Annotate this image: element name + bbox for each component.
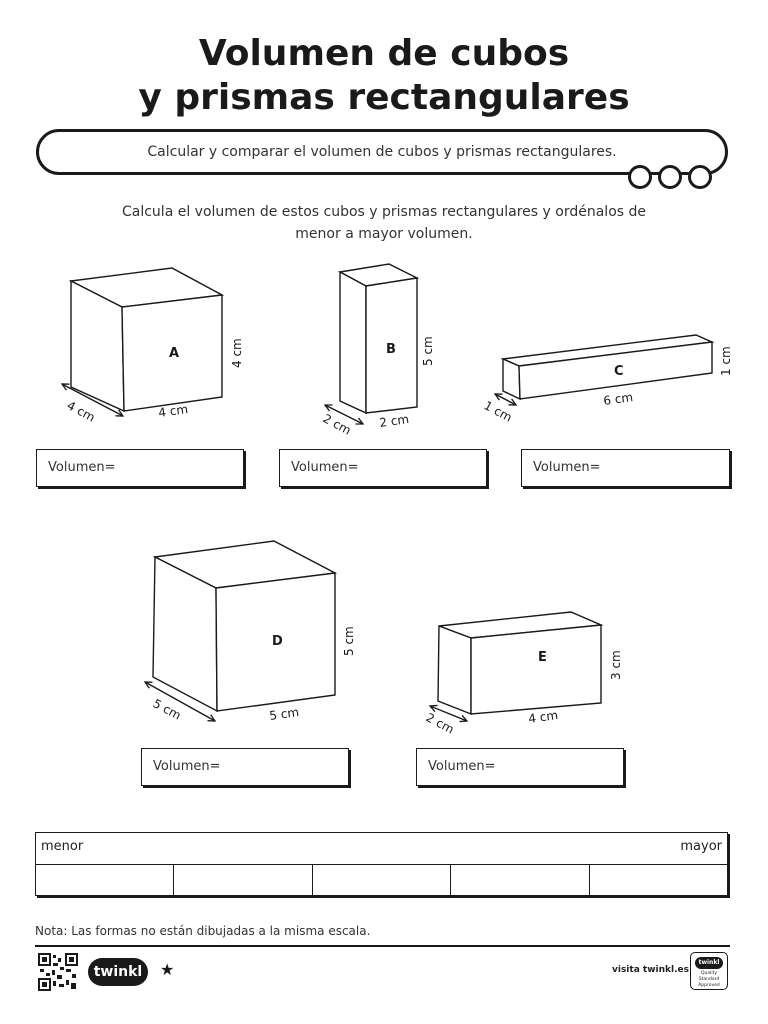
quality-badge-icon (690, 952, 728, 990)
volume-field-e[interactable] (416, 748, 624, 786)
volume-field-d[interactable] (141, 748, 349, 786)
shape-c-height-label: 1 cm (719, 346, 733, 376)
title-line-2: y prismas rectangulares (138, 77, 630, 118)
instructions-line-1: Calcula el volumen de estos cubos y prismas rectangulares y ordénalos de (121, 204, 646, 220)
shape-e-height-label: 3 cm (609, 650, 623, 680)
order-min-label: menor (41, 839, 84, 854)
ordering-header (36, 833, 727, 865)
shape-a-label: A (169, 346, 180, 361)
volume-field-a[interactable] (36, 449, 244, 487)
shape-d-cube (145, 541, 356, 723)
shape-a-cube (62, 268, 244, 425)
shape-b-label: B (386, 342, 396, 357)
shape-a-depth-label: 4 cm (64, 398, 98, 425)
shape-e-label: E (538, 650, 547, 665)
shape-e-width-label: 4 cm (527, 707, 559, 726)
order-max-label: mayor (680, 839, 722, 854)
star-icon: ★ (160, 960, 175, 979)
shape-d-depth-label: 5 cm (150, 696, 184, 723)
qr-code-icon (38, 953, 78, 991)
order-cell[interactable] (313, 865, 451, 895)
twinkl-logo: twinkl (88, 958, 148, 986)
shape-c-prism (482, 335, 733, 425)
shape-d-width-label: 5 cm (268, 704, 300, 723)
order-cell[interactable] (36, 865, 174, 895)
footer-divider (35, 945, 730, 947)
shape-c-depth-label: 1 cm (481, 398, 515, 425)
volume-field-b[interactable] (279, 449, 487, 487)
objective-text: Calcular y comparar el volumen de cubos y prismas rectangulares. (147, 144, 617, 160)
shape-b-depth-label: 2 cm (320, 411, 354, 438)
volume-label: Volumen= (428, 759, 496, 774)
volume-label: Volumen= (533, 460, 601, 475)
shape-a-width-label: 4 cm (157, 401, 189, 420)
shape-b-width-label: 2 cm (378, 411, 410, 430)
order-cell[interactable] (174, 865, 312, 895)
shape-b-height-label: 5 cm (421, 336, 435, 366)
volume-label: Volumen= (291, 460, 359, 475)
shape-e-depth-label: 2 cm (423, 710, 457, 737)
ordering-table (35, 832, 728, 896)
visit-link[interactable]: visita twinkl.es (612, 965, 689, 975)
badge-top-text: twinkl (695, 957, 723, 969)
title-line-1: Volumen de cubos (198, 33, 570, 74)
shape-b-prism (321, 264, 435, 438)
shape-c-width-label: 6 cm (602, 389, 634, 408)
badge-caption: Quality Standard Approved (698, 971, 720, 988)
volume-label: Volumen= (48, 460, 116, 475)
shape-d-height-label: 5 cm (342, 626, 356, 656)
volume-label: Volumen= (153, 759, 221, 774)
instructions-line-2: menor a mayor volumen. (295, 226, 473, 242)
shape-c-label: C (614, 364, 624, 379)
order-cell[interactable] (590, 865, 727, 895)
ordering-cells (36, 865, 727, 895)
volume-field-c[interactable] (521, 449, 730, 487)
shape-a-height-label: 4 cm (230, 338, 244, 368)
scale-note: Nota: Las formas no están dibujadas a la misma escala. (35, 924, 371, 938)
shape-e-prism (424, 612, 623, 737)
order-cell[interactable] (451, 865, 589, 895)
shape-d-label: D (272, 634, 283, 649)
